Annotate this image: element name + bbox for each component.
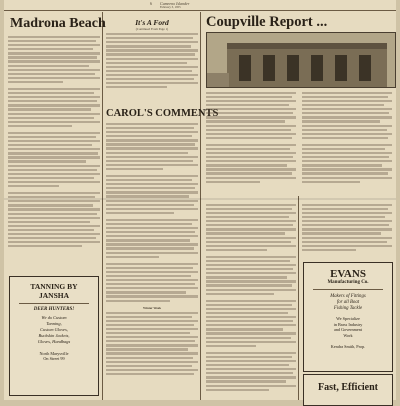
tanning-ad-address: North Marysville On Street 99	[39, 350, 69, 362]
evans-ad-title: EVANS	[330, 268, 366, 280]
coupville-text-left	[206, 90, 296, 198]
coupville-text-right	[302, 90, 392, 198]
coupville-continued-text	[206, 202, 296, 398]
building-image	[207, 33, 395, 87]
evans-ad-body: Makers of Fittings for all Boat Fishing Tackle	[330, 293, 366, 312]
header-rule	[4, 10, 396, 11]
column-rule	[298, 196, 299, 400]
ad-rule	[313, 289, 383, 290]
page-header	[4, 1, 396, 7]
madrona-beach-headline: Madrona Beach	[10, 16, 106, 31]
its-a-ford-article	[106, 12, 198, 102]
its-a-ford-subhead: (Continued From Page 1)	[135, 27, 169, 31]
evans-ad-footer: Kendra Smith, Prop.	[330, 344, 366, 350]
article-text	[8, 36, 100, 247]
carols-comments-article	[106, 108, 219, 400]
ad-rule	[19, 303, 89, 304]
paper-name: Cumeeno Islander	[160, 1, 190, 6]
madrona-beach-article	[8, 12, 106, 270]
column-rule	[102, 12, 103, 400]
building-photo	[206, 32, 396, 88]
evans-ad	[303, 262, 393, 372]
bottom-ad-title: Fast, Efficient	[318, 382, 378, 393]
paper-fold	[4, 198, 396, 200]
tanning-ad-subtitle: DEER HUNTERS!	[33, 306, 75, 312]
carols-comments-headline: CAROL'S COMMENTS	[106, 108, 219, 119]
newspaper-page	[4, 0, 396, 400]
section-label: Winter Week	[143, 305, 161, 310]
issue-date: February 3, 1955	[160, 5, 181, 9]
column-rule	[200, 12, 201, 400]
bottom-ad	[303, 374, 393, 406]
right-column-text	[302, 202, 392, 258]
tanning-ad-name: JANSHA	[38, 291, 69, 300]
coupville-report-headline: Coupville Report ...	[206, 14, 328, 30]
tanning-ad-title: TANNING BY	[30, 282, 78, 291]
evans-ad-subtitle: Manufacturing Co.	[327, 280, 369, 285]
evans-ad-specialty: We Specialize in Brass Industry and Government Work	[333, 316, 363, 338]
page-folio: 6	[150, 1, 152, 6]
tanning-ad-body: We do Custom Tanning, Custom Gloves, Buckskin Jackets, Gloves, Handbags	[37, 314, 71, 344]
tanning-ad	[9, 276, 99, 396]
its-a-ford-headline: It's A Ford	[135, 18, 169, 27]
